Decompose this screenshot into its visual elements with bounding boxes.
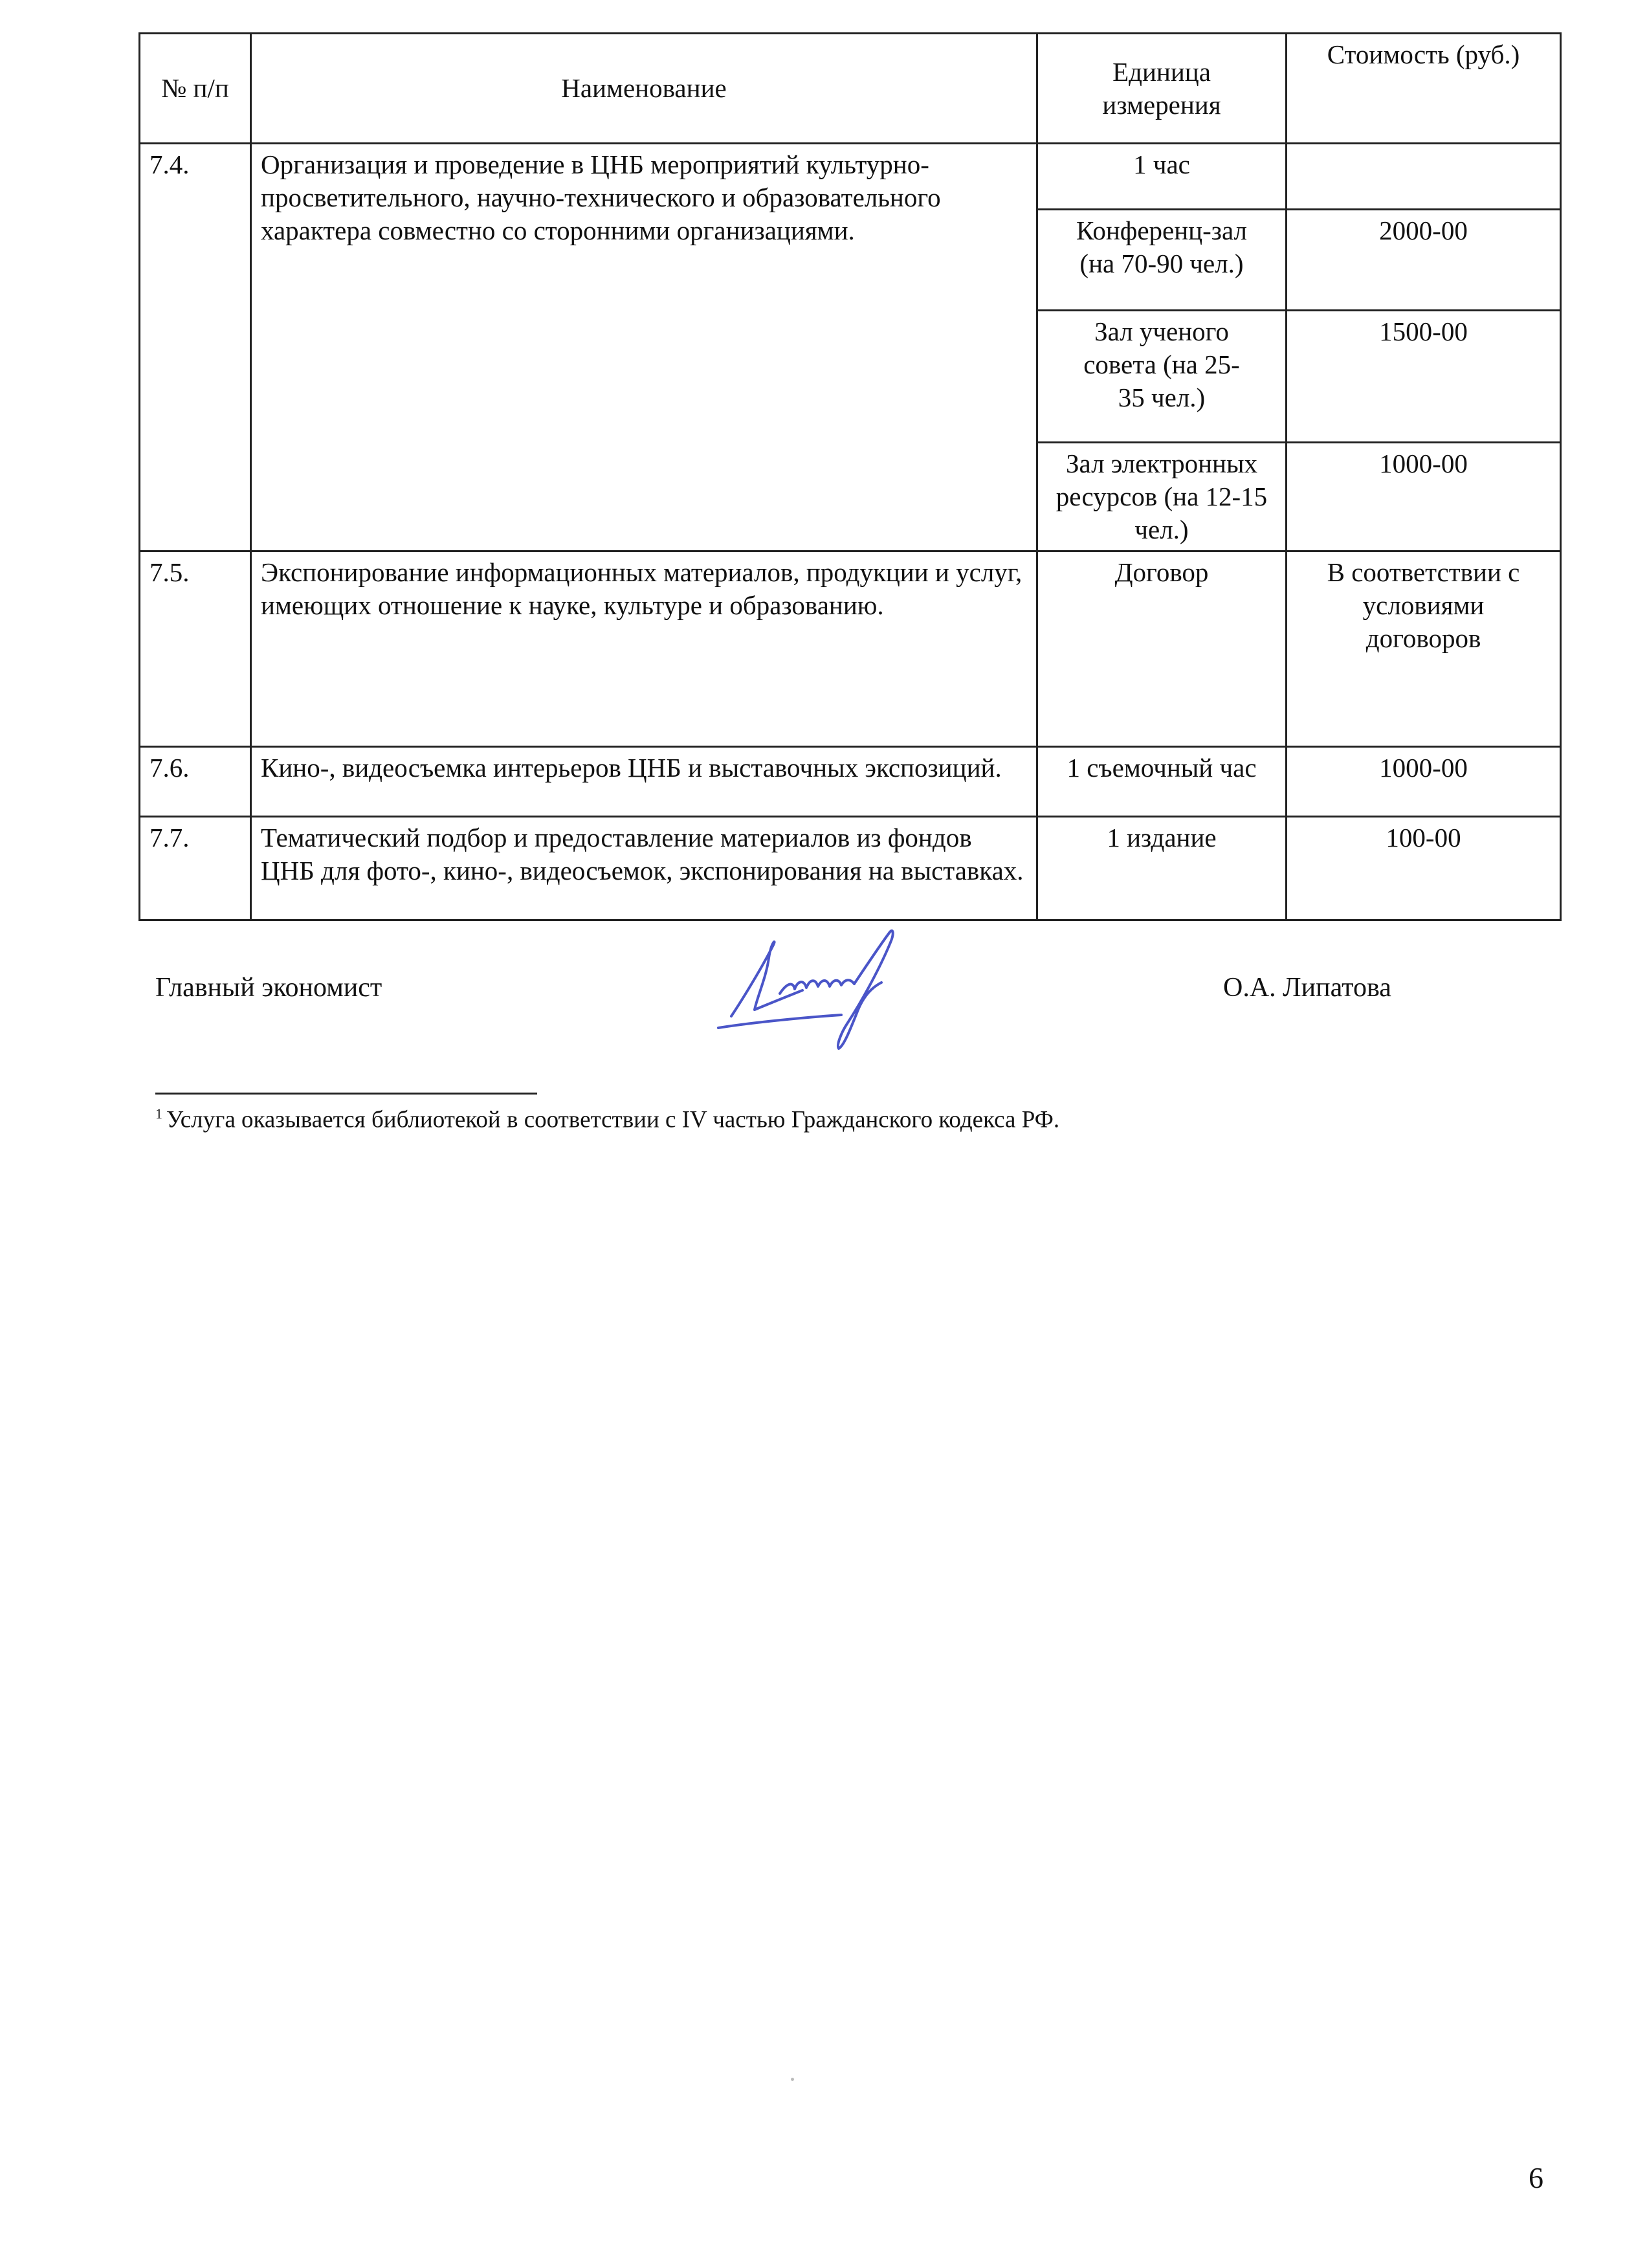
footnote-text: Услуга оказывается библиотекой в соответствии с IV частью Гражданского кодекса РФ. (166, 1106, 1060, 1133)
row-unit: Зал ученого совета (на 25-35 чел.) (1037, 311, 1287, 443)
row-cost (1287, 144, 1561, 210)
row-unit: 1 съемочный час (1037, 747, 1287, 817)
header-unit: Единица измерения (1037, 34, 1287, 144)
row-name: Организация и проведение в ЦНБ мероприятий культурно-просветительного, научно-технического и образовательного характера совместно со сторонними организациями. (251, 144, 1037, 551)
table-row (140, 144, 1561, 210)
row-name: Тематический подбор и предоставление материалов из фондов ЦНБ для фото-, кино-, видеосъемок, экспонирования на выставках. (251, 817, 1037, 920)
row-num: 7.7. (140, 817, 251, 920)
price-table (138, 32, 1562, 921)
row-num: 7.6. (140, 747, 251, 817)
row-cost: 100-00 (1287, 817, 1561, 920)
header-num: № п/п (140, 34, 251, 144)
row-cost: 1000-00 (1287, 443, 1561, 551)
row-cost: В соответствии с условиями договоров (1287, 551, 1561, 747)
row-name: Экспонирование информационных материалов, продукции и услуг, имеющих отношение к науке, культуре и образованию. (251, 551, 1037, 747)
row-num: 7.4. (140, 144, 251, 551)
handwritten-signature (712, 919, 932, 1055)
header-cost: Стоимость (руб.) (1287, 34, 1561, 144)
table-row (140, 551, 1561, 747)
row-cost: 2000-00 (1287, 210, 1561, 311)
row-unit: 1 час (1037, 144, 1287, 210)
row-cost: 1000-00 (1287, 747, 1561, 817)
row-cost: 1500-00 (1287, 311, 1561, 443)
table-row (140, 817, 1561, 920)
footnote (155, 1106, 1059, 1133)
footnote-marker: 1 (155, 1106, 162, 1122)
table-row (140, 747, 1561, 817)
row-name: Кино-, видеосъемка интерьеров ЦНБ и выставочных экспозиций. (251, 747, 1037, 817)
footnote-divider (155, 1093, 537, 1095)
signatory-position: Главный экономист (155, 973, 382, 1003)
row-unit: 1 издание (1037, 817, 1287, 920)
table-header-row (140, 34, 1561, 144)
row-unit: Договор (1037, 551, 1287, 747)
signatory-name: О.А. Липатова (1223, 973, 1391, 1003)
row-unit: Конференц-зал (на 70-90 чел.) (1037, 210, 1287, 311)
row-unit: Зал электронных ресурсов (на 12-15 чел.) (1037, 443, 1287, 551)
row-num: 7.5. (140, 551, 251, 747)
page-number: 6 (1529, 2161, 1543, 2194)
header-name: Наименование (251, 34, 1037, 144)
scan-speck (791, 2078, 794, 2081)
